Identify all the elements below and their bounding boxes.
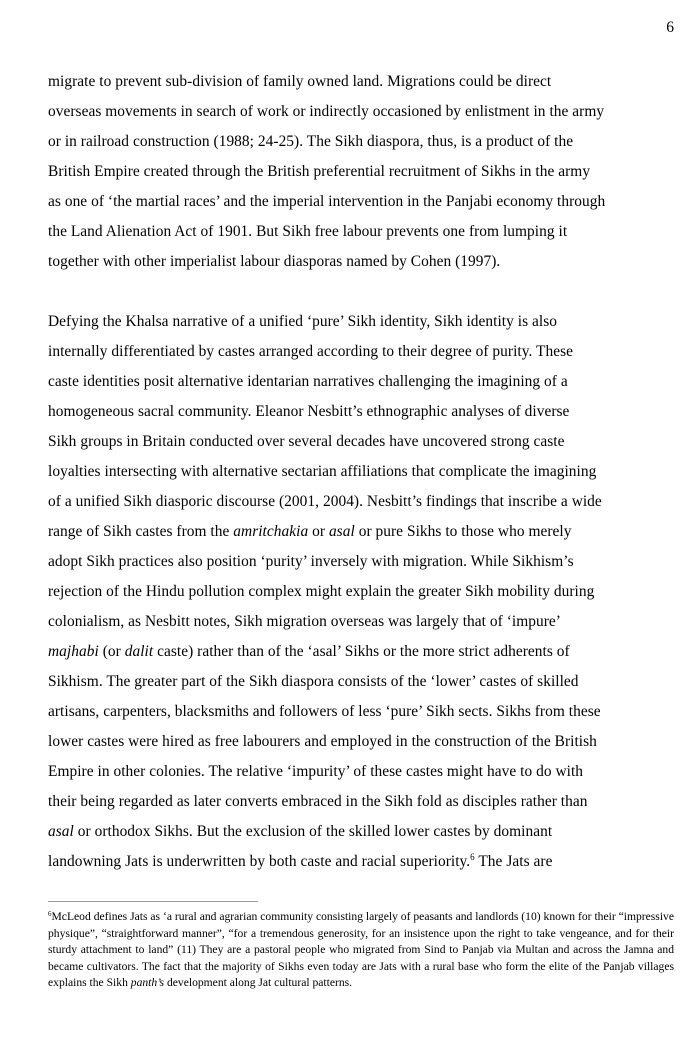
text-run: or orthodox Sikhs. But the exclusion of the skilled lower castes by dominant (73, 823, 553, 840)
text-line: together with other imperialist labour diasporas named by Cohen (1997). (48, 253, 501, 270)
footnote-text: McLeod defines Jats as ‘a rural and agrarian community consisting largely of peasants and landlords (10) known for their “impressive physique”, “straightforward manner”, “for a tremendous generosity, for an insistence upon the right to take vengeance, and for their sturdy attachment to land” (11) They are a pastoral people who migrated from Sind to Panjab via Multan and across the Jamna and became cultivators. The fact that the majority of Sikhs even today are Jats with a rural base who form the elite of the Panjab villages explains the Sikh (48, 910, 674, 989)
paragraph-2 (48, 307, 688, 877)
footnote-marker: 6 (48, 910, 52, 918)
text-line: homogeneous sacral community. Eleanor Nesbitt’s ethnographic analyses of diverse (48, 403, 570, 420)
text-line: overseas movements in search of work or indirectly occasioned by enlistment in the army (48, 103, 605, 120)
footnote-separator (48, 901, 258, 902)
text-line: Empire in other colonies. The relative ‘impurity’ of these castes might have to do with (48, 763, 584, 780)
text-line: Sikh groups in Britain conducted over several decades have uncovered strong caste (48, 433, 565, 450)
text-line: rejection of the Hindu pollution complex might explain the greater Sikh mobility during (48, 583, 595, 600)
text-line (48, 847, 688, 877)
text-run: landowning Jats is underwritten by both caste and racial superiority. (48, 853, 471, 870)
text-run: caste) rather than of the ‘asal’ Sikhs or the more strict adherents of (153, 643, 570, 660)
footnote-text: development along Jat cultural patterns. (164, 976, 353, 989)
paragraph-1 (48, 67, 688, 277)
text-run: The Jats are (474, 853, 553, 870)
text-line: British Empire created through the British preferential recruitment of Sikhs in the army (48, 163, 591, 180)
text-run: or (308, 523, 329, 540)
italic-term: panth’s (130, 976, 165, 989)
text-line: caste identities posit alternative identarian narratives challenging the imagining of a (48, 373, 568, 390)
text-line (48, 517, 688, 547)
text-line: their being regarded as later converts embraced in the Sikh fold as disciples rather than (48, 793, 588, 810)
text-line: or in railroad construction (1988; 24-25). The Sikh diaspora, thus, is a product of the (48, 133, 574, 150)
italic-term: amritchakia (233, 523, 309, 540)
text-line: loyalties intersecting with alternative sectarian affiliations that complicate the imagining (48, 463, 597, 480)
footnote-reference[interactable]: 6 (470, 852, 475, 862)
italic-term: asal (328, 523, 355, 540)
body-text (48, 67, 688, 877)
footnote (48, 909, 674, 992)
text-run: or pure Sikhs to those who merely (354, 523, 572, 540)
text-line: internally differentiated by castes arranged according to their degree of purity. These (48, 343, 573, 360)
text-line: the Land Alienation Act of 1901. But Sikh free labour prevents one from lumping it (48, 223, 568, 240)
italic-term: asal (48, 823, 74, 840)
page-number: 6 (666, 19, 674, 36)
text-run: range of Sikh castes from the (48, 523, 234, 540)
text-line: artisans, carpenters, blacksmiths and followers of less ‘pure’ Sikh sects. Sikhs from these (48, 703, 601, 720)
text-line: Sikhism. The greater part of the Sikh diaspora consists of the ‘lower’ castes of skilled (48, 673, 579, 690)
italic-term: majhabi (48, 643, 99, 660)
text-line (48, 637, 688, 667)
text-run: (or (98, 643, 125, 660)
text-line: as one of ‘the martial races’ and the imperial intervention in the Panjabi economy through (48, 193, 606, 210)
text-line: lower castes were hired as free labourers and employed in the construction of the British (48, 733, 597, 750)
text-line: Defying the Khalsa narrative of a unified ‘pure’ Sikh identity, Sikh identity is also (48, 313, 558, 330)
text-line: adopt Sikh practices also position ‘purity’ inversely with migration. While Sikhism’s (48, 553, 574, 570)
text-line: colonialism, as Nesbitt notes, Sikh migration overseas was largely that of ‘impure’ (48, 613, 561, 630)
italic-term: dalit (124, 643, 154, 660)
paragraph-gap (48, 277, 688, 307)
text-line (48, 817, 688, 847)
text-line: migrate to prevent sub-division of family owned land. Migrations could be direct (48, 73, 552, 90)
text-line: of a unified Sikh diasporic discourse (2001, 2004). Nesbitt’s findings that inscribe a wide (48, 493, 602, 510)
